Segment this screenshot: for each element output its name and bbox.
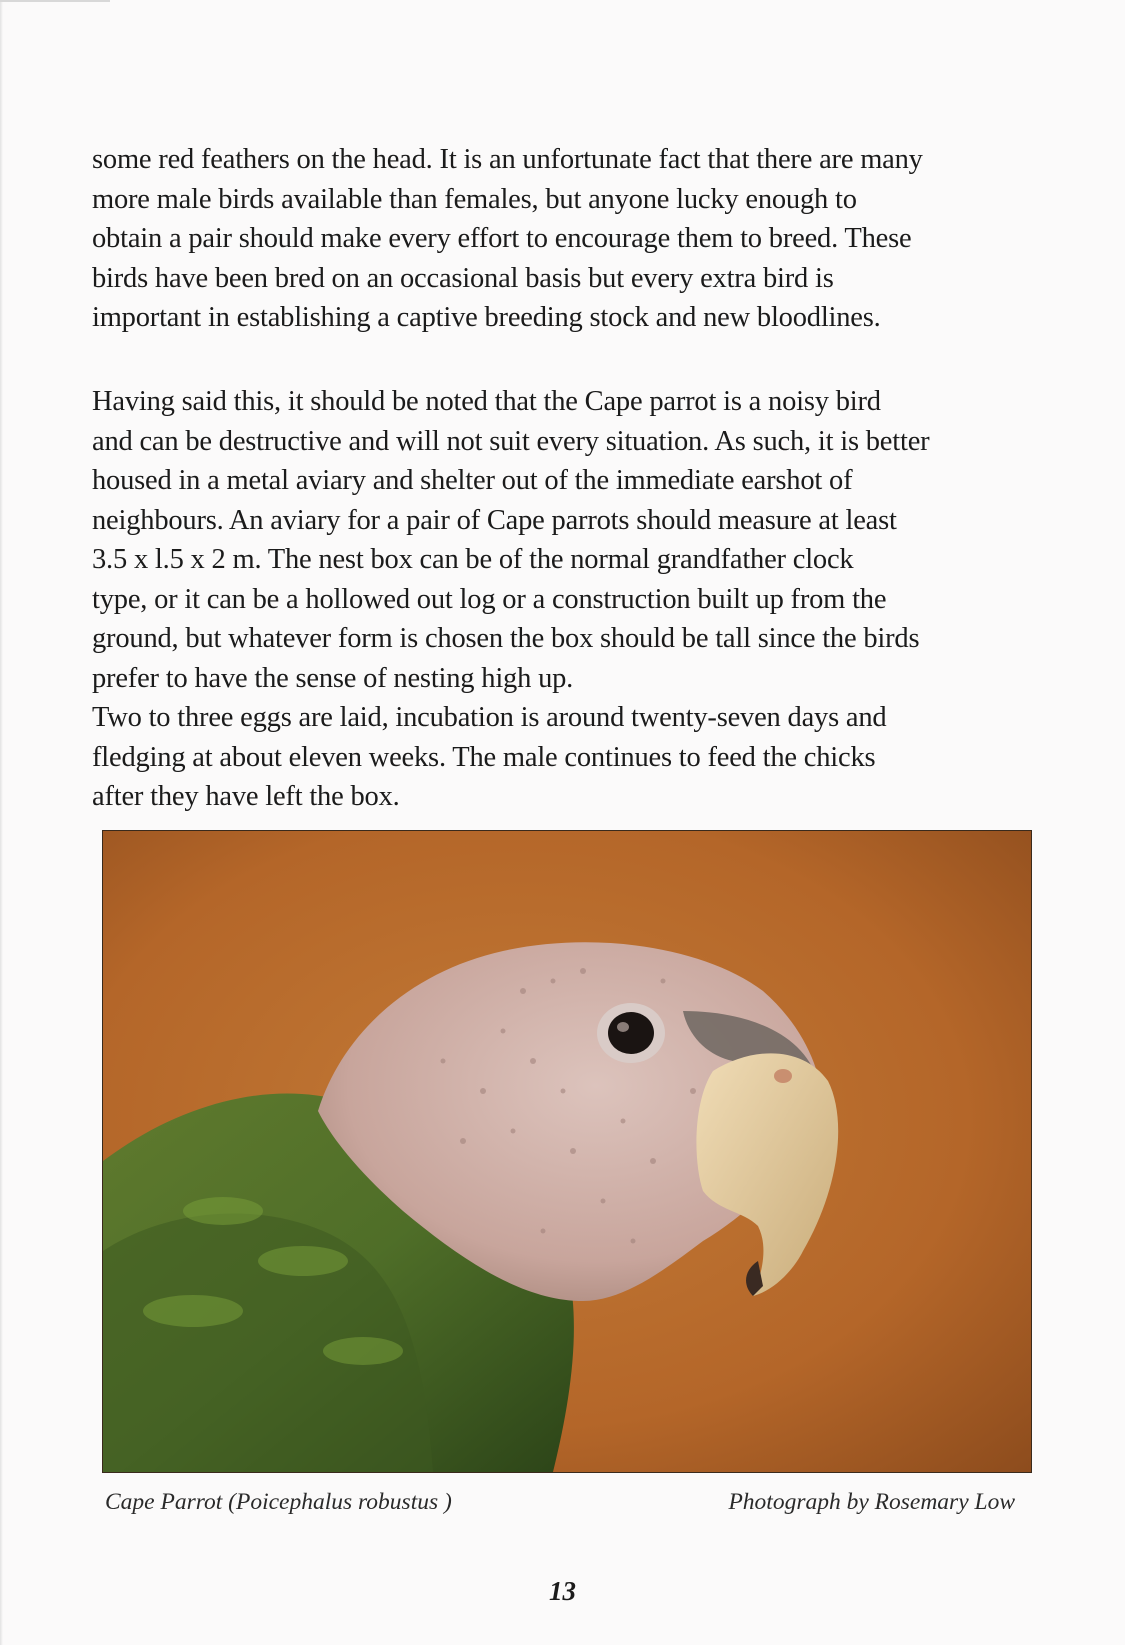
text-line: housed in a metal aviary and shelter out of the immediate earshot of (92, 465, 853, 496)
text-line: important in establishing a captive breeding stock and new bloodlines. (92, 302, 881, 333)
text-line: type, or it can be a hollowed out log or a construction built up from the (92, 583, 887, 615)
text-line: ground, but whatever form is chosen the box should be tall since the birds (92, 623, 920, 654)
parrot-illustration (103, 831, 1031, 1472)
nostril (774, 1069, 792, 1083)
cape-parrot-photo (102, 830, 1032, 1473)
text-line: obtain a pair should make every effort to encourage them to breed. These (92, 223, 912, 254)
text-line: Having said this, it should be noted that the Cape parrot is a noisy bird (92, 386, 881, 417)
photo-caption-species: Cape Parrot (Poicephalus robustus ) (105, 1489, 452, 1515)
photo-credit: Photograph by Rosemary Low (728, 1489, 1015, 1515)
page-edge (0, 0, 3, 1645)
eye-highlight (617, 1022, 629, 1032)
text-line: some red feathers on the head. It is an unfortunate fact that there are many (92, 144, 923, 175)
text-line: prefer to have the sense of nesting high up. (92, 662, 574, 694)
text-line: fledging at about eleven weeks. The male continues to feed the chicks (92, 741, 876, 773)
text-line: birds have been bred on an occasional basis but every extra bird is (92, 262, 834, 294)
text-line: after they have left the box. (92, 781, 400, 812)
paragraph-2 (92, 382, 1032, 817)
text-line: Two to three eggs are laid, incubation is around twenty-seven days and (92, 702, 887, 733)
text-line: and can be destructive and will not suit every situation. As such, it is better (92, 425, 930, 457)
text-line: 3.5 x l.5 x 2 m. The nest box can be of the normal grandfather clock (92, 544, 854, 575)
text-line: more male birds available than females, but anyone lucky enough to (92, 183, 857, 215)
page-number: 13 (549, 1576, 576, 1606)
eye (608, 1012, 654, 1054)
text-line: neighbours. An aviary for a pair of Cape parrots should measure at least (92, 504, 897, 536)
paragraph-1 (92, 140, 1032, 338)
scan-mark (0, 0, 110, 2)
